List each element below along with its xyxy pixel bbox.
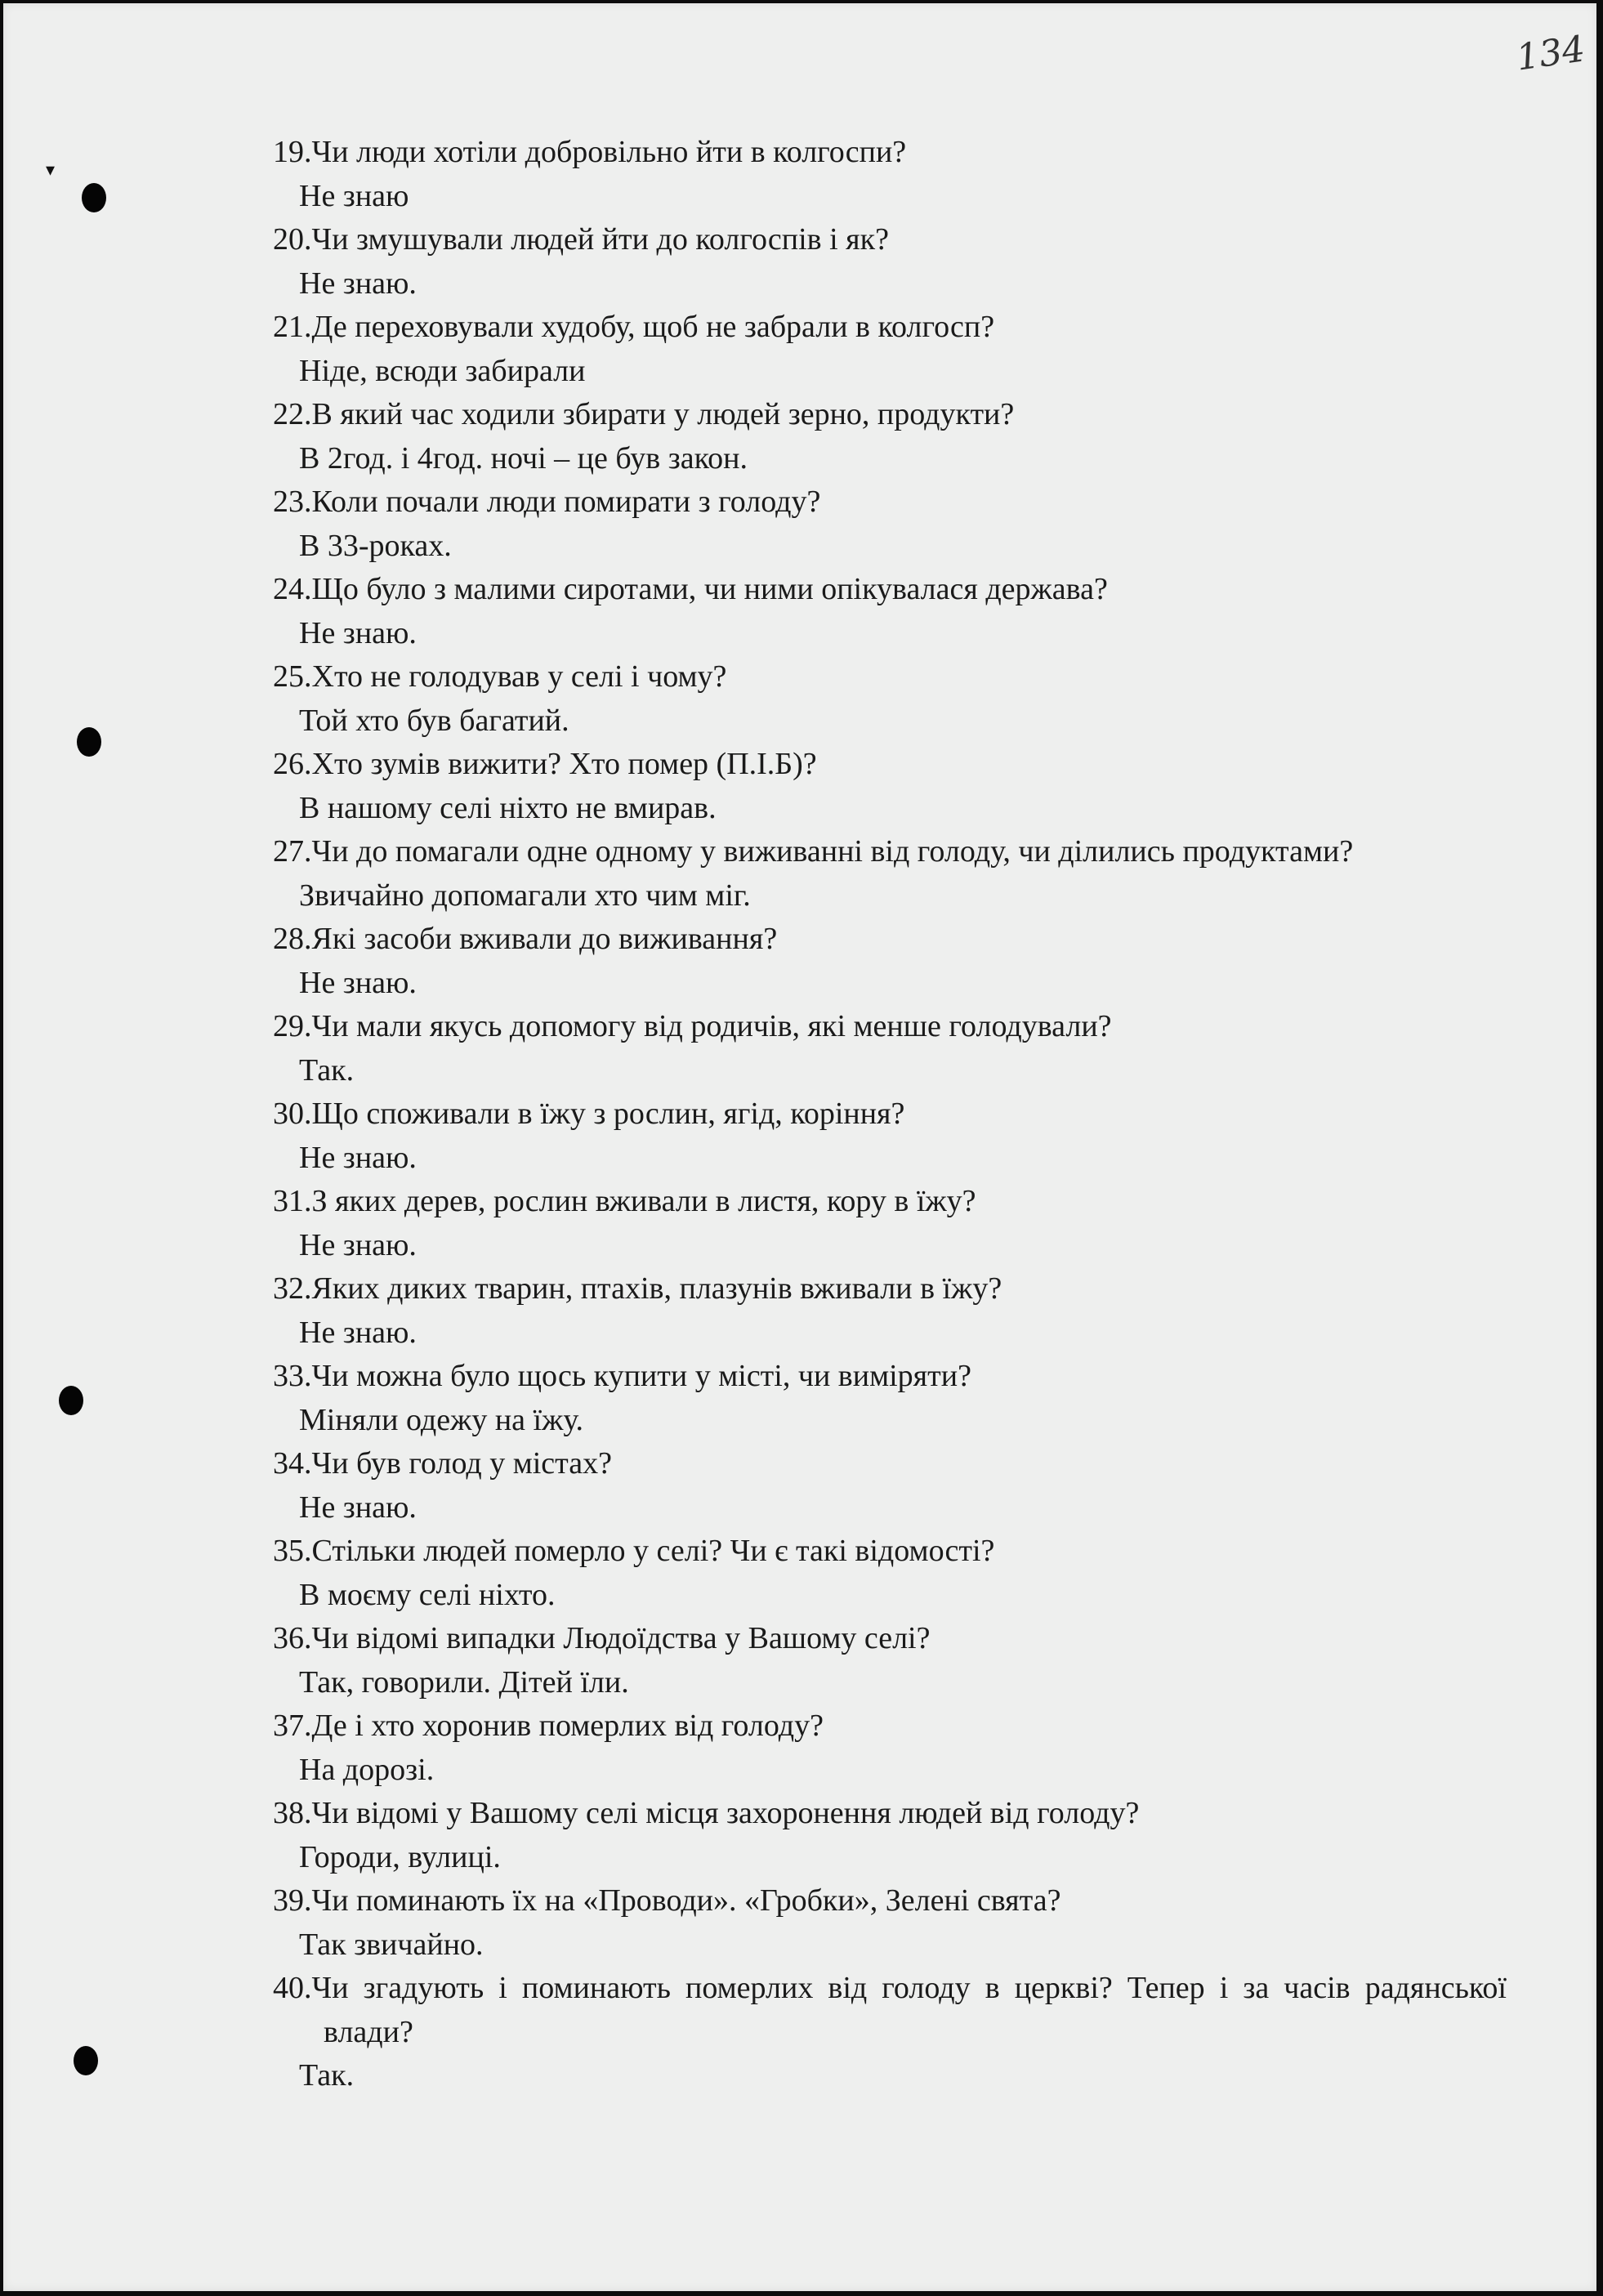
question-text: Де і хто хоронив померлих від голоду? — [311, 1709, 824, 1743]
qa-item — [273, 131, 1507, 218]
question-number: 26. — [273, 747, 312, 781]
question-number: 22. — [273, 397, 312, 431]
question-line — [273, 1704, 1507, 1749]
answer-text: Не знаю. — [299, 1140, 417, 1175]
qa-item — [273, 830, 1507, 918]
question-number: 24. — [273, 572, 312, 606]
question-text: Що було з малими сиротами, чи ними опікувалася держава? — [311, 572, 1108, 606]
qa-item — [273, 1704, 1507, 1792]
question-number: 27. — [273, 834, 312, 869]
answer-text: Не знаю — [299, 178, 409, 213]
qa-item — [273, 1355, 1507, 1442]
punch-hole-icon — [59, 1386, 83, 1415]
question-line — [273, 1879, 1507, 1923]
page-number: 134 — [1513, 28, 1588, 79]
question-line — [273, 918, 1507, 962]
answer-text: Городи, вулиці. — [299, 1839, 501, 1874]
question-number: 36. — [273, 1621, 312, 1655]
answer-text: В нашому селі ніхто не вмирав. — [299, 790, 717, 825]
question-line — [273, 1267, 1507, 1311]
document-page — [3, 3, 1596, 2291]
qa-item — [273, 743, 1507, 830]
qa-item — [273, 1180, 1507, 1267]
question-number: 39. — [273, 1883, 312, 1918]
punch-hole-icon — [82, 183, 106, 212]
question-number: 32. — [273, 1271, 312, 1306]
question-text: Чи можна було щось купити у місті, чи виміряти? — [311, 1359, 971, 1393]
question-line — [273, 1092, 1507, 1137]
answer-text: Не знаю. — [299, 1490, 417, 1525]
question-text: Чи згадують і поминають померлих від голоду в церкві? Тепер і за часів радянської влади? — [311, 1971, 1507, 2049]
qa-item — [273, 393, 1507, 480]
answer-text: Той хто був багатий. — [299, 703, 569, 738]
question-number: 33. — [273, 1359, 312, 1393]
question-line — [273, 568, 1507, 612]
question-line — [273, 131, 1507, 175]
question-line — [273, 306, 1507, 350]
qa-item — [273, 1792, 1507, 1879]
question-text: Стільки людей померло у селі? Чи є такі відомості? — [311, 1534, 995, 1568]
question-number: 30. — [273, 1097, 312, 1131]
qa-item — [273, 655, 1507, 743]
question-number: 21. — [273, 310, 312, 344]
question-text: Яких диких тварин, птахів, плазунів вживали в їжу? — [311, 1271, 1002, 1306]
question-line — [273, 830, 1507, 874]
question-line — [273, 1530, 1507, 1574]
question-number: 20. — [273, 222, 312, 257]
question-number: 23. — [273, 485, 312, 519]
answer-text: Ніде, всюди забирали — [299, 353, 586, 388]
qa-item — [273, 1005, 1507, 1092]
question-number: 29. — [273, 1009, 312, 1043]
question-text: Де переховували худобу, щоб не забрали в колгосп? — [311, 310, 995, 344]
question-text: Чи поминають їх на «Проводи». «Гробки», Зелені свята? — [311, 1883, 1061, 1918]
question-number: 25. — [273, 659, 312, 694]
answer-text: В 33-роках. — [299, 528, 452, 563]
punch-hole-icon — [74, 2046, 98, 2075]
punch-hole-icon — [77, 727, 101, 757]
qa-item — [273, 1530, 1507, 1617]
answer-text: В моєму селі ніхто. — [299, 1577, 556, 1612]
question-line — [273, 1617, 1507, 1661]
qa-item — [273, 1617, 1507, 1704]
question-line — [273, 743, 1507, 787]
question-text: В який час ходили збирати у людей зерно, продукти? — [311, 397, 1015, 431]
qa-item — [273, 1879, 1507, 1967]
answer-text: Так звичайно. — [299, 1927, 484, 1962]
question-number: 38. — [273, 1796, 312, 1830]
answer-text: Не знаю. — [299, 1227, 417, 1262]
question-line — [273, 1967, 1507, 2054]
question-text: Які засоби вживали до виживання? — [311, 922, 778, 956]
question-text: Чи мали якусь допомогу від родичів, які менше голодували? — [311, 1009, 1112, 1043]
question-text: Коли почали люди помирати з голоду? — [311, 485, 821, 519]
qa-item — [273, 306, 1507, 393]
question-number: 35. — [273, 1534, 312, 1568]
answer-text: Так, говорили. Дітей їли. — [299, 1664, 629, 1700]
answer-text: На дорозі. — [299, 1752, 435, 1787]
question-line — [273, 1005, 1507, 1049]
question-text: Чи люди хотіли добровільно йти в колгоспи? — [311, 135, 907, 169]
question-text: Чи відомі випадки Людоїдства у Вашому селі? — [311, 1621, 931, 1655]
question-text: З яких дерев, рослин вживали в листя, кору в їжу? — [311, 1184, 976, 1218]
question-text: Що споживали в їжу з рослин, ягід, коріння? — [311, 1097, 905, 1131]
qa-item — [273, 918, 1507, 1005]
question-text: Чи змушували людей йти до колгоспів і як? — [311, 222, 889, 257]
question-number: 37. — [273, 1709, 312, 1743]
pen-tick-mark: ▾ — [46, 160, 56, 181]
answer-text: Так. — [299, 2058, 355, 2093]
qa-item — [273, 480, 1507, 568]
question-text: Чи був голод у містах? — [311, 1446, 612, 1481]
qa-item — [273, 1092, 1507, 1180]
qa-item — [273, 568, 1507, 655]
answer-text: Так. — [299, 1052, 355, 1088]
question-line — [273, 1355, 1507, 1399]
question-line — [273, 480, 1507, 525]
qa-item — [273, 1442, 1507, 1530]
answer-text: Міняли одежу на їжу. — [299, 1402, 584, 1437]
answer-text: Звичайно допомагали хто чим міг. — [299, 878, 751, 913]
question-line — [273, 393, 1507, 437]
question-line — [273, 655, 1507, 699]
question-text: Хто зумів вижити? Хто помер (П.І.Б)? — [311, 747, 817, 781]
question-text: Хто не голодував у селі і чому? — [311, 659, 727, 694]
questionnaire-list — [273, 131, 1507, 2098]
question-line — [273, 1180, 1507, 1224]
answer-text: Не знаю. — [299, 615, 417, 650]
question-number: 31. — [273, 1184, 312, 1218]
answer-text: В 2год. і 4год. ночі – це був закон. — [299, 440, 748, 476]
question-text: Чи до помагали одне одному у виживанні від голоду, чи ділились продуктами? — [311, 834, 1354, 869]
question-number: 34. — [273, 1446, 312, 1481]
question-line — [273, 218, 1507, 262]
question-number: 19. — [273, 135, 312, 169]
question-number: 28. — [273, 922, 312, 956]
answer-text: Не знаю. — [299, 1315, 417, 1350]
question-number: 40. — [273, 1971, 312, 2005]
qa-item — [273, 1267, 1507, 1355]
qa-item — [273, 218, 1507, 306]
question-line — [273, 1792, 1507, 1836]
answer-text: Не знаю. — [299, 266, 417, 301]
question-text: Чи відомі у Вашому селі місця захоронення людей від голоду? — [311, 1796, 1140, 1830]
answer-text: Не знаю. — [299, 965, 417, 1000]
question-line — [273, 1442, 1507, 1486]
qa-item — [273, 1967, 1507, 2098]
